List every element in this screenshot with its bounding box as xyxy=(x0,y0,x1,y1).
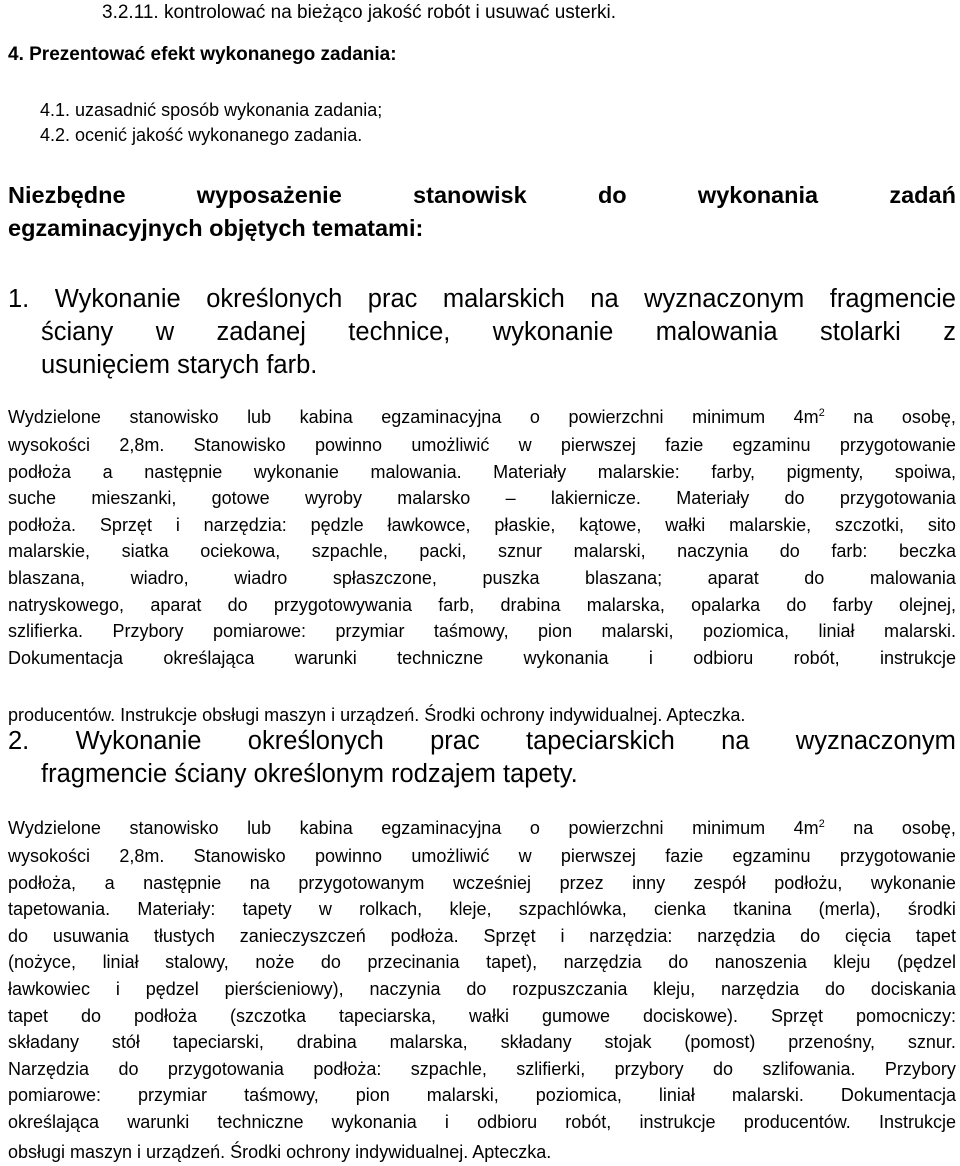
word: wcześniej xyxy=(452,872,532,893)
word: szpachle, xyxy=(311,541,388,562)
word: Materiały xyxy=(676,488,750,509)
paragraph-line xyxy=(8,541,956,562)
word: kątowe, xyxy=(579,514,642,535)
word: dociskania xyxy=(870,979,956,999)
word: Instrukcje xyxy=(878,1112,956,1132)
word: ławkowce, xyxy=(387,514,471,535)
word: narzędzia: xyxy=(589,925,673,946)
word: a xyxy=(102,461,113,482)
word: egzaminu xyxy=(732,846,811,866)
word: podłoża xyxy=(8,461,72,482)
word: szlifowania. xyxy=(762,1058,856,1079)
word: pierwszej xyxy=(560,435,636,455)
word: rozpuszczania xyxy=(512,979,628,999)
task1-title-line-2 xyxy=(41,318,956,347)
word: Materiały xyxy=(493,461,567,482)
word: przygotowywania xyxy=(273,594,412,615)
paragraph-line xyxy=(8,435,956,456)
word: wykonanie xyxy=(492,318,614,346)
word: tłustych xyxy=(153,925,215,946)
word: przygotowania xyxy=(839,488,956,509)
word: o xyxy=(529,407,540,427)
word: pion xyxy=(355,1085,390,1106)
word: powierzchni xyxy=(568,407,664,427)
word: a xyxy=(104,872,115,893)
word: lub xyxy=(247,407,272,427)
word: malarski, xyxy=(426,1085,499,1106)
word: nanoszenia xyxy=(714,952,807,973)
word: pędzle xyxy=(310,514,364,535)
word: aparat xyxy=(150,594,202,615)
word: technice, xyxy=(348,318,451,346)
word: ociekowa, xyxy=(200,541,281,562)
task2-para-line-1 xyxy=(8,818,956,839)
word: malarski, xyxy=(601,621,674,642)
equipment-heading-line-1 xyxy=(8,182,956,209)
word: do xyxy=(227,594,248,615)
word: do xyxy=(320,952,341,973)
word: sznur. xyxy=(907,1032,956,1053)
word: gotowe xyxy=(211,488,270,509)
word: malowania xyxy=(655,318,778,346)
word: szpachlówka, xyxy=(518,899,627,920)
word: stanowisko xyxy=(129,818,219,838)
word: Niezbędne xyxy=(8,182,126,208)
word: zespół xyxy=(693,872,746,893)
word: sznur xyxy=(498,541,543,562)
word: stalowy, xyxy=(165,952,229,973)
word: siatka xyxy=(121,541,169,562)
word: malarski, xyxy=(573,541,646,562)
word: gumowe xyxy=(541,1005,611,1026)
word: do xyxy=(8,925,29,946)
word: farb: xyxy=(831,541,868,562)
word: kleju xyxy=(833,952,871,973)
word: do xyxy=(466,979,487,999)
word: – xyxy=(505,488,516,509)
word: osobę, xyxy=(901,818,956,838)
word: prac xyxy=(367,285,418,313)
word: wyposażenie xyxy=(196,182,342,208)
word: do xyxy=(597,182,627,208)
word: określająca xyxy=(163,647,255,668)
word: podłożu, xyxy=(774,872,843,893)
word: kabina xyxy=(299,818,353,838)
word: wykonania xyxy=(697,182,819,208)
word: narzędzia xyxy=(721,979,800,999)
word: techniczne xyxy=(217,1112,304,1132)
word: przez xyxy=(559,872,604,893)
word: na xyxy=(249,872,270,893)
word: $4m^2$ xyxy=(793,407,825,427)
paragraph-line xyxy=(8,648,956,669)
word: liniał xyxy=(102,952,139,973)
word: na xyxy=(853,818,874,838)
word: wyroby xyxy=(304,488,362,509)
word: przygotowanym xyxy=(298,872,425,893)
word: techniczne xyxy=(397,647,484,668)
word: usuwania xyxy=(52,925,129,946)
word: z xyxy=(943,318,956,346)
word: inny xyxy=(632,872,666,893)
word: 1. xyxy=(8,285,30,313)
word: do xyxy=(786,594,807,615)
word: i xyxy=(175,514,180,535)
word: umożliwić xyxy=(411,846,490,866)
word: (szczotka xyxy=(230,1005,307,1026)
word: spoiwa, xyxy=(894,461,956,482)
word: przenośny, xyxy=(788,1032,875,1053)
word: (pomost) xyxy=(684,1032,756,1053)
word: zadanej xyxy=(216,318,306,346)
word: Dokumentacja xyxy=(8,647,124,668)
word: środki xyxy=(907,899,956,920)
word: pomiarowe: xyxy=(8,1085,102,1106)
word: naczynia xyxy=(677,541,749,562)
word: w xyxy=(518,435,532,455)
word: wałki xyxy=(469,1005,510,1026)
paragraph-line xyxy=(8,462,956,483)
word: do xyxy=(779,541,800,562)
word: w xyxy=(518,846,532,866)
task2-para-last-line: obsługi maszyn i urządzeń. Środki ochrony indywidualnej. Apteczka. xyxy=(8,1142,552,1162)
word: wykonania xyxy=(523,647,609,668)
word: malowania. xyxy=(370,461,462,482)
task1-para-last-line: producentów. Instrukcje obsługi maszyn i urządzeń. Środki ochrony indywidualnej. Apteczka. xyxy=(8,705,746,725)
task2-title-line-1 xyxy=(8,727,956,756)
word: taśmowy, xyxy=(244,1085,319,1106)
word: 2,8m. xyxy=(119,435,165,455)
paragraph-line xyxy=(8,846,956,867)
word: cięcia xyxy=(845,925,892,946)
paragraph-line xyxy=(8,1006,956,1027)
word: noże xyxy=(255,952,295,973)
word: farby, xyxy=(711,461,756,482)
section-heading-4: 4. Prezentować efekt wykonanego zadania: xyxy=(8,44,397,65)
word: szczotki, xyxy=(834,514,904,535)
superscript: 2 xyxy=(818,818,825,830)
word: Wydzielone xyxy=(8,818,101,838)
word: poziomica, xyxy=(535,1085,622,1106)
word: przybory xyxy=(614,1058,684,1079)
word: malarskie, xyxy=(729,514,812,535)
word: ściany xyxy=(41,318,114,346)
word: szpachle, xyxy=(410,1058,487,1079)
word: i xyxy=(444,1112,449,1132)
word: przygotowania xyxy=(167,1058,284,1079)
word: aparat xyxy=(707,568,759,588)
word: pierścieniowy), xyxy=(224,979,344,999)
word: do xyxy=(804,568,825,588)
word: liniał xyxy=(818,621,855,642)
word: stojak xyxy=(604,1032,652,1053)
word: stanowisko xyxy=(129,407,219,427)
word: do xyxy=(668,952,689,973)
word: Sprzęt xyxy=(483,925,536,946)
word: wyznaczonym xyxy=(644,285,805,313)
word: wysokości xyxy=(8,435,91,455)
word: tapet), xyxy=(486,952,538,973)
word: minimum xyxy=(692,818,766,838)
word: płaskie, xyxy=(494,514,556,535)
word: zanieczyszczeń xyxy=(239,925,366,946)
word: lakiernicze. xyxy=(550,488,641,509)
word: do xyxy=(713,1058,734,1079)
word: kleje, xyxy=(449,899,492,920)
word: określonych xyxy=(206,285,343,313)
paragraph-line xyxy=(8,899,956,920)
word: wykonania xyxy=(331,1112,417,1132)
word: malowania xyxy=(869,568,956,588)
word: o xyxy=(529,818,540,838)
word: blaszana; xyxy=(585,568,663,588)
word: podłoża xyxy=(133,1005,198,1026)
word: cienka xyxy=(654,899,707,920)
word: powinno xyxy=(314,846,383,866)
word: robót, xyxy=(565,1112,612,1132)
word: malarskie: xyxy=(597,461,680,482)
word: do xyxy=(824,979,845,999)
word: wysokości xyxy=(8,846,91,866)
word: Przybory xyxy=(884,1058,956,1079)
paragraph-line xyxy=(8,1085,956,1106)
word: następnie xyxy=(144,461,223,482)
word: narzędzia xyxy=(697,925,776,946)
word: podłoża. xyxy=(390,925,459,946)
word: egzaminu xyxy=(732,435,811,455)
word: Sprzęt xyxy=(99,514,152,535)
word: kleju, xyxy=(653,979,696,999)
word: warunki xyxy=(294,647,357,668)
word: i xyxy=(648,647,653,668)
task1-para-line-1 xyxy=(8,407,956,428)
word: zadań xyxy=(889,182,956,208)
word: tapeciarski, xyxy=(172,1032,264,1053)
word: szlifierka. xyxy=(8,621,84,642)
word: drabina xyxy=(500,594,561,615)
paragraph-line xyxy=(8,515,956,536)
word: powierzchni xyxy=(568,818,664,838)
word: Dokumentacja xyxy=(840,1085,956,1106)
word: Stanowisko xyxy=(193,435,286,455)
word: przecinania xyxy=(367,952,460,973)
word: tapeciarska, xyxy=(338,1005,437,1026)
word: określonych xyxy=(247,727,384,755)
word: pomocniczy: xyxy=(855,1005,956,1026)
word: Wydzielone xyxy=(8,407,101,427)
word: fragmencie xyxy=(829,285,956,313)
list-item-3-2-11: 3.2.11. kontrolować na bieżąco jakość robót i usuwać usterki. xyxy=(102,2,616,23)
word: olejnej, xyxy=(898,594,956,615)
word: dociskowe). xyxy=(642,1005,739,1026)
equipment-heading-line-2: egzaminacyjnych objętych tematami: xyxy=(8,215,424,241)
word: narzędzia xyxy=(563,952,642,973)
word: i xyxy=(115,979,120,999)
task1-title-line-3: usunięciem starych farb. xyxy=(41,351,318,379)
word: stolarki xyxy=(820,318,901,346)
paragraph-line xyxy=(8,1032,956,1053)
word: do xyxy=(81,1005,102,1026)
word: taśmowy, xyxy=(433,621,509,642)
word: narzędzia: xyxy=(203,514,287,535)
word: wiadro xyxy=(234,568,288,588)
word: beczka xyxy=(898,541,956,562)
word: powinno xyxy=(314,435,383,455)
word: tapet xyxy=(8,1005,49,1026)
word: producentów. xyxy=(743,1112,851,1132)
word: i xyxy=(560,925,565,946)
task1-title-line-1 xyxy=(8,285,956,314)
word: rolkach, xyxy=(359,899,423,920)
word: tapeciarskich xyxy=(526,727,675,755)
word: $4m^2$ xyxy=(793,818,825,838)
word: na xyxy=(853,407,874,427)
word: egzaminacyjna xyxy=(381,407,502,427)
word: spłaszczone, xyxy=(332,568,437,588)
paragraph-line xyxy=(8,1059,956,1080)
word: osobę, xyxy=(901,407,956,427)
word: do xyxy=(784,488,805,509)
word: poziomica, xyxy=(703,621,790,642)
word: malarski. xyxy=(883,621,956,642)
word: malarsko xyxy=(397,488,471,509)
word: Stanowisko xyxy=(193,846,286,866)
paragraph-line xyxy=(8,488,956,509)
word: stanowisk xyxy=(413,182,527,208)
paragraph-line xyxy=(8,568,956,589)
word: przymiar xyxy=(138,1085,208,1106)
word: warunki xyxy=(127,1112,190,1132)
word: Wykonanie xyxy=(75,727,202,755)
word: szlifierki, xyxy=(516,1058,586,1079)
word: w xyxy=(318,899,332,920)
word: Narzędzia xyxy=(8,1058,90,1079)
word: 2,8m. xyxy=(119,846,165,866)
word: tkanina xyxy=(733,899,792,920)
word: składany xyxy=(8,1032,80,1053)
word: pierwszej xyxy=(560,846,636,866)
word: podłoża. xyxy=(8,514,77,535)
word: do xyxy=(118,1058,139,1079)
word: fazie xyxy=(665,435,704,455)
word: wyznaczonym xyxy=(795,727,956,755)
word: liniał xyxy=(658,1085,695,1106)
word: blaszana, xyxy=(8,568,86,588)
paragraph-line xyxy=(8,621,956,642)
word: 2. xyxy=(8,727,30,755)
word: egzaminacyjna xyxy=(381,818,502,838)
word: malarska, xyxy=(586,594,665,615)
word: w xyxy=(155,318,175,346)
word: następnie xyxy=(143,872,222,893)
word: minimum xyxy=(692,407,766,427)
word: wykonanie xyxy=(253,461,339,482)
word: malarskich xyxy=(442,285,565,313)
word: wiadro, xyxy=(130,568,189,588)
word: stół xyxy=(111,1032,140,1053)
word: pomiarowe: xyxy=(212,621,306,642)
word: odbioru xyxy=(693,647,754,668)
word: naczynia xyxy=(369,979,441,999)
word: tapetowania. xyxy=(8,899,111,920)
word: packi, xyxy=(419,541,467,562)
word: wykonanie xyxy=(870,872,956,893)
word: instrukcje xyxy=(639,1112,716,1132)
list-item-4-1: 4.1. uzasadnić sposób wykonania zadania; xyxy=(40,100,383,120)
word: kabina xyxy=(299,407,353,427)
word: wałki xyxy=(665,514,706,535)
word: malarska, xyxy=(389,1032,468,1053)
word: na xyxy=(721,727,750,755)
word: do xyxy=(800,925,821,946)
word: opalarka xyxy=(691,594,761,615)
word: fazie xyxy=(665,846,704,866)
paragraph-line xyxy=(8,595,956,616)
word: określająca xyxy=(8,1112,100,1132)
word: pędzel xyxy=(145,979,199,999)
word: puszka xyxy=(482,568,540,588)
word: Materiały: xyxy=(137,899,216,920)
word: Sprzęt xyxy=(770,1005,823,1026)
word: sito xyxy=(927,514,956,535)
word: ławkowiec xyxy=(8,979,91,999)
word: przygotowanie xyxy=(839,435,956,455)
word: Przybory xyxy=(112,621,184,642)
word: pion xyxy=(538,621,573,642)
word: przygotowanie xyxy=(839,846,956,866)
word: pigmenty, xyxy=(786,461,864,482)
word: tapety xyxy=(242,899,292,920)
word: przymiar xyxy=(335,621,405,642)
word: (nożyce, xyxy=(8,952,77,973)
word: suche xyxy=(8,488,57,509)
paragraph-line xyxy=(8,979,956,1000)
word: umożliwić xyxy=(411,435,490,455)
word: Wykonanie xyxy=(54,285,181,313)
word: farby xyxy=(832,594,873,615)
task2-title-line-2: fragmencie ściany określonym rodzajem tapety. xyxy=(41,760,578,788)
word: odbioru xyxy=(477,1112,538,1132)
paragraph-line xyxy=(8,873,956,894)
word: instrukcje xyxy=(879,647,956,668)
word: podłoża: xyxy=(313,1058,382,1079)
word: farb, xyxy=(438,594,475,615)
word: tapet xyxy=(915,925,956,946)
paragraph-line xyxy=(8,1112,956,1133)
list-item-4-2: 4.2. ocenić jakość wykonanego zadania. xyxy=(40,125,363,145)
word: lub xyxy=(247,818,272,838)
word: malarski. xyxy=(731,1085,804,1106)
word: robót, xyxy=(793,647,840,668)
word: (pędzel xyxy=(896,952,956,973)
word: drabina xyxy=(296,1032,357,1053)
word: podłoża, xyxy=(8,872,77,893)
superscript: 2 xyxy=(818,407,825,419)
word: prac xyxy=(430,727,480,755)
word: (merla), xyxy=(818,899,881,920)
paragraph-line xyxy=(8,926,956,947)
word: natryskowego, xyxy=(8,594,125,615)
paragraph-line xyxy=(8,952,956,973)
word: składany xyxy=(500,1032,572,1053)
word: malarskie, xyxy=(8,541,91,562)
word: mieszanki, xyxy=(91,488,177,509)
word: na xyxy=(590,285,619,313)
